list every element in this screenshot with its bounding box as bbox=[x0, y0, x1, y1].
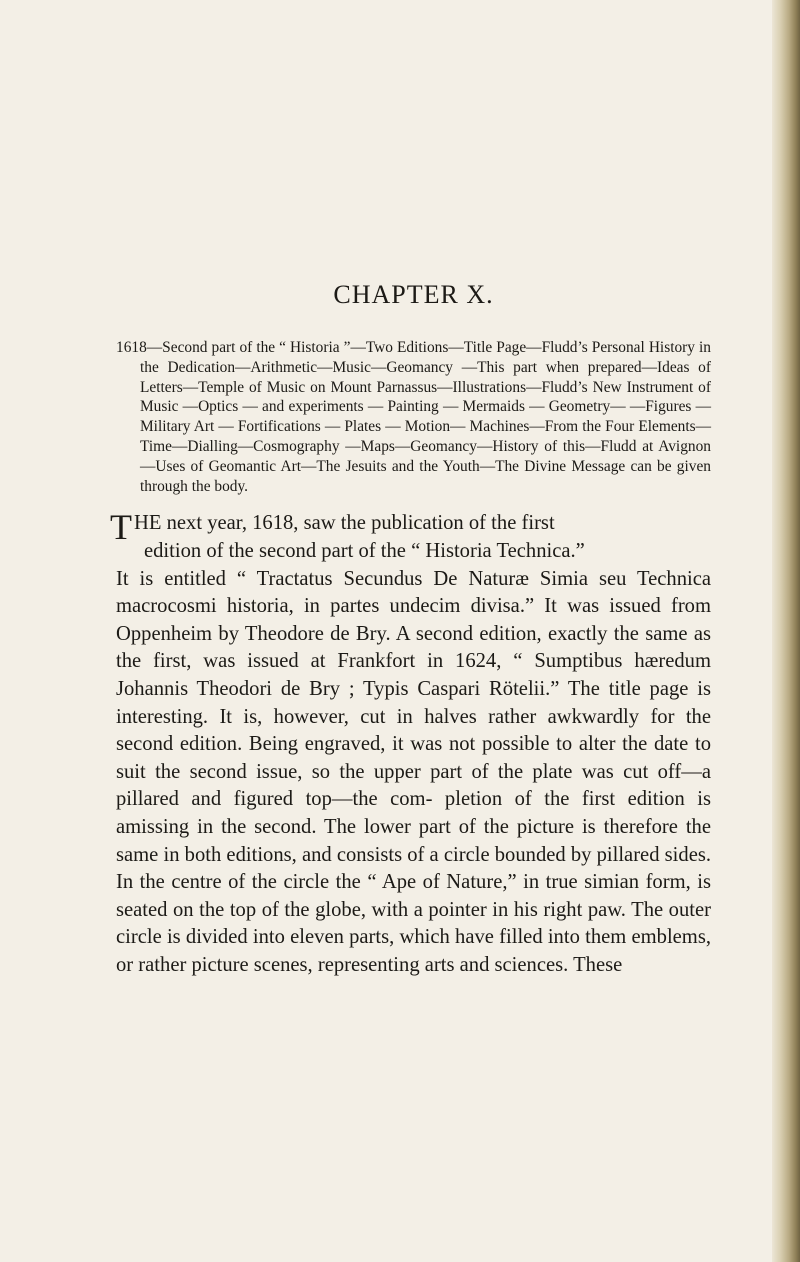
body-paragraph bbox=[110, 507, 711, 979]
body-line-2: edition of the second part of the “ Historia Technica.” bbox=[144, 539, 585, 562]
chapter-summary: 1618—Second part of the “ Historia ”—Two Editions—Title Page—Fludd’s Personal History in the Dedication—Arithmetic—Music—Geomancy —This part when prepared—Ideas of Letters—Temple of Music on Mount Parnassus—Illustrations—Fludd’s New Instrument of Music —Optics — and experiments — Painting — Mermaids — Geometry— —Figures — Military Art — Fortifications — Plates — Motion— Machines—From the Four Elements—Time—Dialling—Cosmography —Maps—Geomancy—History of this—Fludd at Avignon—Uses of Geomantic Art—The Jesuits and the Youth—The Divine Message can be given through the body. bbox=[116, 339, 711, 495]
body-rest: It is entitled “ Tractatus Secundus De Naturæ Simia seu Technica macrocosmi historia, in partes undecim divisa.” It was issued from Oppenheim by Theodore de Bry. A second edition, exactly the same as the first, was issued at Frankfort in 1624, “ Sumptibus hæredum Johannis Theodori de Bry ; Typis Caspari Rötelii.” The title page is interesting. It is, however, cut in halves rather awkwardly for the second edition. Being engraved, it was not possible to alter the date to suit the second issue, so the upper part of the plate was cut off—a pillared and figured top—the com- pletion of the first edition is amissing in the second. The lower part of the picture is therefore the same in both editions, and consists of a circle bounded by pillared sides. In the centre of the circle the “ Ape of Nature,” in true simian form, is seated on the top of the globe, with a pointer in his right paw. The outer circle is divided into eleven parts, which have filled into them emblems, or rather picture scenes, representing arts and sciences. These bbox=[116, 567, 711, 976]
drop-cap: T bbox=[110, 507, 132, 548]
body-line-1: HE next year, 1618, saw the publication of the first bbox=[134, 512, 555, 535]
page-edge bbox=[772, 0, 800, 1262]
chapter-heading: CHAPTER X. bbox=[333, 280, 494, 309]
book-page bbox=[110, 280, 711, 979]
